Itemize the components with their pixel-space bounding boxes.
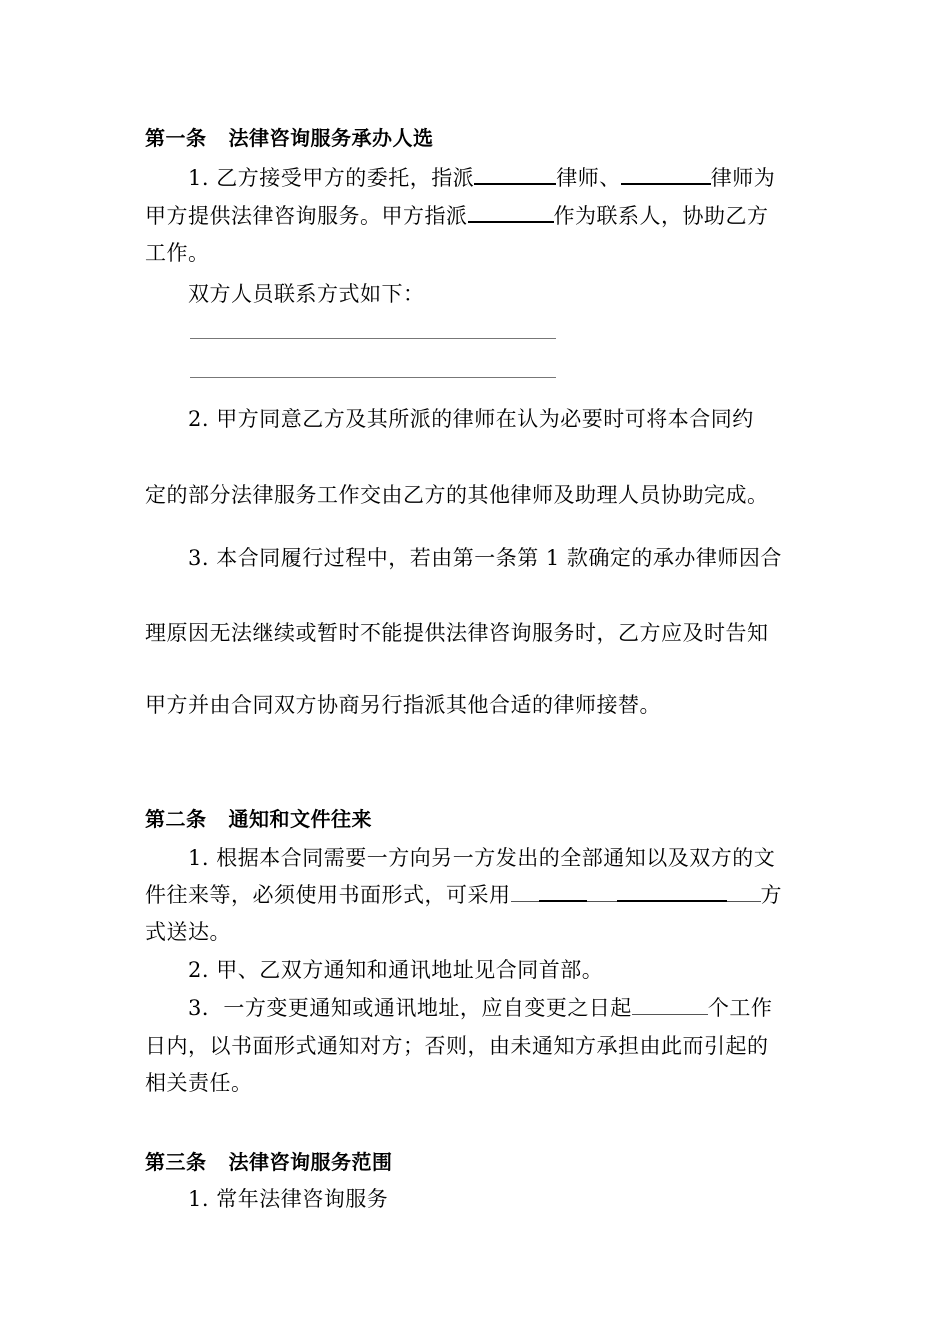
blank-working-days[interactable] [632, 996, 708, 1015]
blank-delivery-part-3[interactable] [587, 883, 617, 902]
article-2-paragraph-3-line-1 [188, 995, 772, 1021]
contact-intro: 双方人员联系方式如下： [188, 282, 425, 306]
article-1-paragraph-1-line-1 [188, 165, 775, 191]
article-2-title: 通知和文件往来 [228, 807, 372, 831]
article-1-title: 法律咨询服务承办人选 [228, 126, 434, 150]
article-2-number: 第二条 [145, 807, 207, 831]
text-segment: 甲方提供法律咨询服务。甲方指派 [145, 204, 468, 228]
article-1-paragraph-2-line-1: 2. 甲方同意乙方及其所派的律师在认为必要时可将本合同约 [188, 407, 754, 431]
blank-delivery-part-1[interactable] [511, 883, 539, 902]
article-1-number: 第一条 [145, 126, 207, 150]
article-2-paragraph-1-line-1: 1. 根据本合同需要一方向另一方发出的全部通知以及双方的文 [188, 846, 776, 870]
article-2-paragraph-1-line-3: 式送达。 [145, 920, 231, 944]
article-1-paragraph-2-line-2: 定的部分法律服务工作交由乙方的其他律师及助理人员协助完成。 [145, 483, 769, 507]
blank-lawyer-2[interactable] [621, 165, 711, 185]
blank-contact-person[interactable] [468, 203, 554, 223]
contact-line-2[interactable] [190, 377, 556, 378]
text-segment: 3．一方变更通知或通讯地址，应自变更之日起 [188, 996, 632, 1020]
article-1-paragraph-3-line-2: 理原因无法继续或暂时不能提供法律咨询服务时，乙方应及时告知 [145, 621, 769, 645]
article-3-heading [145, 1149, 393, 1175]
article-1-paragraph-3-line-3: 甲方并由合同双方协商另行指派其他合适的律师接替。 [145, 693, 661, 717]
text-segment: 1. 乙方接受甲方的委托，指派 [188, 166, 475, 190]
blank-delivery-part-2[interactable] [539, 882, 587, 902]
blank-delivery-part-5[interactable] [727, 883, 761, 902]
article-1-paragraph-1-line-3: 工作。 [145, 241, 210, 265]
text-segment: 作为联系人，协助乙方 [553, 204, 769, 228]
text-segment: 律师为 [710, 166, 776, 190]
contact-line-1[interactable] [190, 338, 556, 339]
article-3-number: 第三条 [145, 1150, 207, 1174]
article-2-paragraph-3-line-3: 相关责任。 [145, 1071, 253, 1095]
article-3-title: 法律咨询服务范围 [228, 1150, 393, 1174]
article-1-heading [145, 125, 434, 151]
article-1-paragraph-1-line-2 [145, 203, 769, 229]
article-3-paragraph-1: 1. 常年法律咨询服务 [188, 1187, 389, 1211]
article-2-paragraph-2: 2. 甲、乙双方通知和通讯地址见合同首部。 [188, 958, 604, 982]
text-segment: 律师、 [556, 166, 621, 190]
article-2-heading [145, 806, 372, 832]
article-1-paragraph-3-line-1: 3. 本合同履行过程中，若由第一条第 1 款确定的承办律师因合 [188, 546, 782, 570]
text-segment: 件往来等，必须使用书面形式，可采用 [145, 883, 511, 907]
text-segment: 方 [760, 883, 782, 907]
blank-lawyer-1[interactable] [474, 165, 556, 185]
article-2-paragraph-3-line-2: 日内，以书面形式通知对方；否则，由未通知方承担由此而引起的 [145, 1034, 769, 1058]
blank-delivery-part-4[interactable] [617, 882, 727, 902]
article-2-paragraph-1-line-2 [145, 882, 782, 908]
text-segment: 个工作 [707, 996, 773, 1020]
